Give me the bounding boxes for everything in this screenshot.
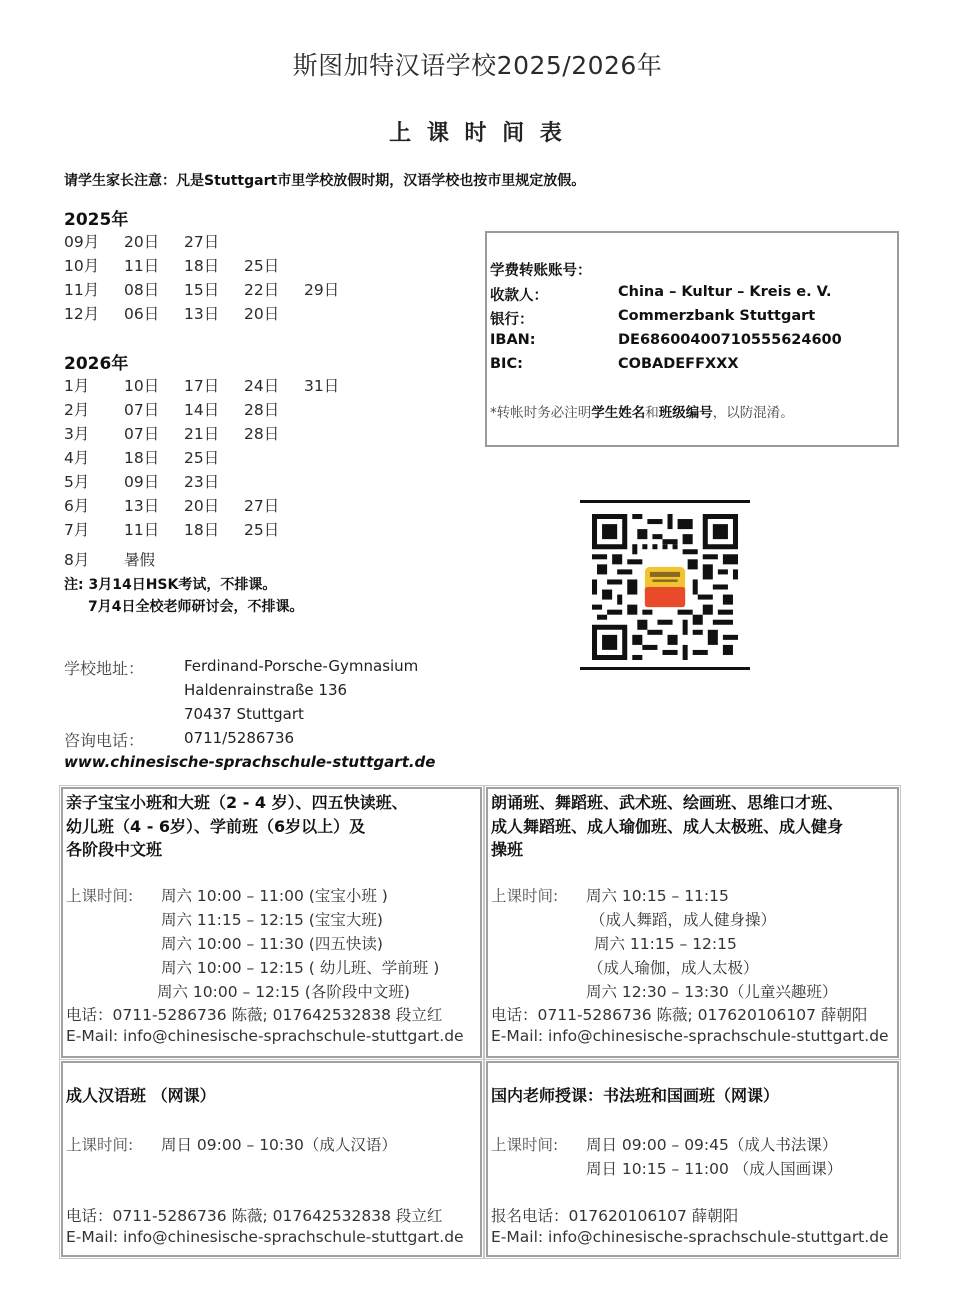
time-label: 上课时间:	[491, 887, 559, 905]
course-title-line: 成人舞蹈班、成人瑜伽班、成人太极班、成人健身	[491, 816, 844, 836]
bank-info-box	[485, 231, 899, 447]
month-label: 09月	[64, 233, 100, 251]
bank-heading: 学费转账账号：	[490, 263, 592, 279]
course-title: 成人汉语班 （网课）	[66, 1086, 216, 1105]
bank-label: 收款人：	[490, 288, 548, 304]
day-label: 23日	[184, 473, 220, 491]
month-label: 4月	[64, 449, 90, 467]
day-label: 20日	[184, 497, 220, 515]
contact-phone: 电话：0711-5286736 陈薇; 017642532838 段立红	[66, 1006, 443, 1024]
address-label: 学校地址：	[64, 659, 145, 678]
divider	[580, 667, 750, 670]
address-line: Haldenrainstraße 136	[184, 681, 348, 699]
holiday-notice: 请学生家长注意：凡是Stuttgart市里学校放假时期，汉语学校也按市里规定放假。	[64, 173, 586, 189]
bank-label: IBAN:	[490, 332, 536, 348]
contact-email[interactable]: E-Mail: info@chinesische-sprachschule-stuttgart.de	[66, 1027, 464, 1045]
course-title-line: 操班	[491, 840, 524, 859]
day-label: 21日	[184, 425, 220, 443]
payee-value: China – Kultur – Kreis e. V.	[618, 284, 832, 300]
day-label: 15日	[184, 281, 220, 299]
time-slot: 周六 11:15 – 12:15 (宝宝大班)	[161, 911, 383, 929]
time-slot: 周六 11:15 – 12:15	[594, 935, 737, 953]
contact-phone: 电话：0711-5286736 陈薇; 017620106107 薛朝阳	[491, 1006, 868, 1024]
course-title	[66, 791, 408, 862]
year-2025-label: 2025年	[64, 210, 129, 230]
month-label: 5月	[64, 473, 90, 491]
time-slot: 周六 10:00 – 12:15 (各阶段中文班)	[157, 983, 410, 1001]
day-label: 28日	[244, 401, 280, 419]
time-slot: 周六 10:15 – 11:15	[586, 887, 729, 905]
month-label: 11月	[64, 281, 100, 299]
day-label: 24日	[244, 377, 280, 395]
transfer-note	[490, 401, 794, 421]
day-label: 25日	[184, 449, 220, 467]
course-title-line: 亲子宝宝小班和大班（2 - 4 岁）、四五快读班、	[66, 793, 408, 812]
note-text: *转帐时务必注明	[490, 405, 592, 421]
day-label: 28日	[244, 425, 280, 443]
website-link[interactable]: www.chinesische-sprachschule-stuttgart.de	[64, 753, 436, 771]
course-box-calligraphy	[486, 1061, 899, 1257]
day-label: 13日	[124, 497, 160, 515]
schedule-note: 7月4日全校老师研讨会，不排课。	[88, 599, 304, 615]
month-label: 2月	[64, 401, 90, 419]
contact-email[interactable]: E-Mail: info@chinesische-sprachschule-stuttgart.de	[491, 1027, 889, 1045]
day-label: 13日	[184, 305, 220, 323]
day-label: 22日	[244, 281, 280, 299]
schedule-note: 注: 3月14日HSK考试，不排课。	[64, 577, 277, 593]
course-box-children	[61, 787, 482, 1058]
day-label: 27日	[244, 497, 280, 515]
month-label: 12月	[64, 305, 100, 323]
contact-email[interactable]: E-Mail: info@chinesische-sprachschule-stuttgart.de	[66, 1228, 464, 1246]
day-label: 08日	[124, 281, 160, 299]
day-label: 31日	[304, 377, 340, 395]
day-label: 11日	[124, 257, 160, 275]
day-label: 20日	[124, 233, 160, 251]
contact-email[interactable]: E-Mail: info@chinesische-sprachschule-stuttgart.de	[491, 1228, 889, 1246]
time-slot: 周六 12:30 – 13:30（儿童兴趣班）	[586, 983, 838, 1001]
bank-name-value: Commerzbank Stuttgart	[618, 308, 816, 324]
course-title	[491, 791, 843, 862]
contact-phone: 电话：0711-5286736 陈薇; 017642532838 段立红	[66, 1207, 443, 1225]
day-label: 29日	[304, 281, 340, 299]
day-label: 17日	[184, 377, 220, 395]
note-emphasis: 班级编号	[658, 405, 713, 421]
note-text: ，以防混淆。	[712, 405, 794, 421]
day-label: 14日	[184, 401, 220, 419]
note-text: 和	[645, 405, 659, 421]
contact-phone: 报名电话：017620106107 薛朝阳	[491, 1207, 739, 1225]
phone-label: 咨询电话：	[64, 731, 145, 750]
time-label: 上课时间:	[66, 887, 134, 905]
day-label: 09日	[124, 473, 160, 491]
bic-value: COBADEFFXXX	[618, 356, 739, 372]
qr-code-icon	[580, 500, 750, 672]
course-box-interest	[486, 787, 899, 1058]
time-slot: 周六 10:00 – 11:30 (四五快读)	[161, 935, 383, 953]
day-label: 07日	[124, 425, 160, 443]
course-title-line: 幼儿班（4 - 6岁）、学前班（6岁以上）及	[66, 816, 366, 836]
time-slot: （成人瑜伽，成人太极）	[588, 959, 759, 977]
time-slot: （成人舞蹈，成人健身操）	[590, 911, 777, 929]
time-slot: 周六 10:00 – 12:15 ( 幼儿班、学前班 )	[161, 959, 440, 977]
day-label: 07日	[124, 401, 160, 419]
schedule-heading: 上 课 时 间 表	[389, 121, 566, 146]
month-label: 7月	[64, 521, 90, 539]
address-line: Ferdinand-Porsche-Gymnasium	[184, 657, 419, 675]
day-label: 27日	[184, 233, 220, 251]
day-label: 10日	[124, 377, 160, 395]
day-label: 06日	[124, 305, 160, 323]
day-label: 18日	[184, 521, 220, 539]
time-slot: 周日 09:00 – 09:45（成人书法课）	[586, 1136, 838, 1154]
course-box-adult-chinese	[61, 1061, 482, 1257]
time-label: 上课时间:	[66, 1136, 134, 1154]
address-line: 70437 Stuttgart	[184, 705, 304, 723]
bank-label: 银行：	[490, 312, 534, 328]
summer-holiday-label: 暑假	[124, 551, 156, 569]
qr-code-pattern	[592, 514, 738, 660]
iban-value: DE68600400710555624600	[618, 332, 842, 348]
time-slot: 周六 10:00 – 11:00 (宝宝小班 )	[161, 887, 388, 905]
document-title: 斯图加特汉语学校2025/2026年	[292, 51, 663, 80]
day-label: 25日	[244, 257, 280, 275]
day-label: 18日	[184, 257, 220, 275]
day-label: 11日	[124, 521, 160, 539]
day-label: 25日	[244, 521, 280, 539]
course-title-line: 各阶段中文班	[66, 840, 163, 859]
course-title: 国内老师授课：书法班和国画班（网课）	[491, 1086, 780, 1105]
note-emphasis: 学生姓名	[591, 405, 646, 421]
month-label: 10月	[64, 257, 100, 275]
time-label: 上课时间:	[491, 1136, 559, 1154]
month-label: 3月	[64, 425, 90, 443]
divider	[580, 500, 750, 503]
month-label: 1月	[64, 377, 90, 395]
course-title-line: 朗诵班、舞蹈班、武术班、绘画班、思维口才班、	[491, 793, 844, 812]
day-label: 18日	[124, 449, 160, 467]
time-slot: 周日 10:15 – 11:00 （成人国画课）	[586, 1160, 843, 1178]
phone-value: 0711/5286736	[184, 729, 295, 747]
time-slot: 周日 09:00 – 10:30（成人汉语）	[161, 1136, 397, 1154]
month-label: 8月	[64, 551, 90, 569]
bank-label: BIC:	[490, 356, 523, 372]
day-label: 20日	[244, 305, 280, 323]
month-label: 6月	[64, 497, 90, 515]
year-2026-label: 2026年	[64, 354, 129, 374]
